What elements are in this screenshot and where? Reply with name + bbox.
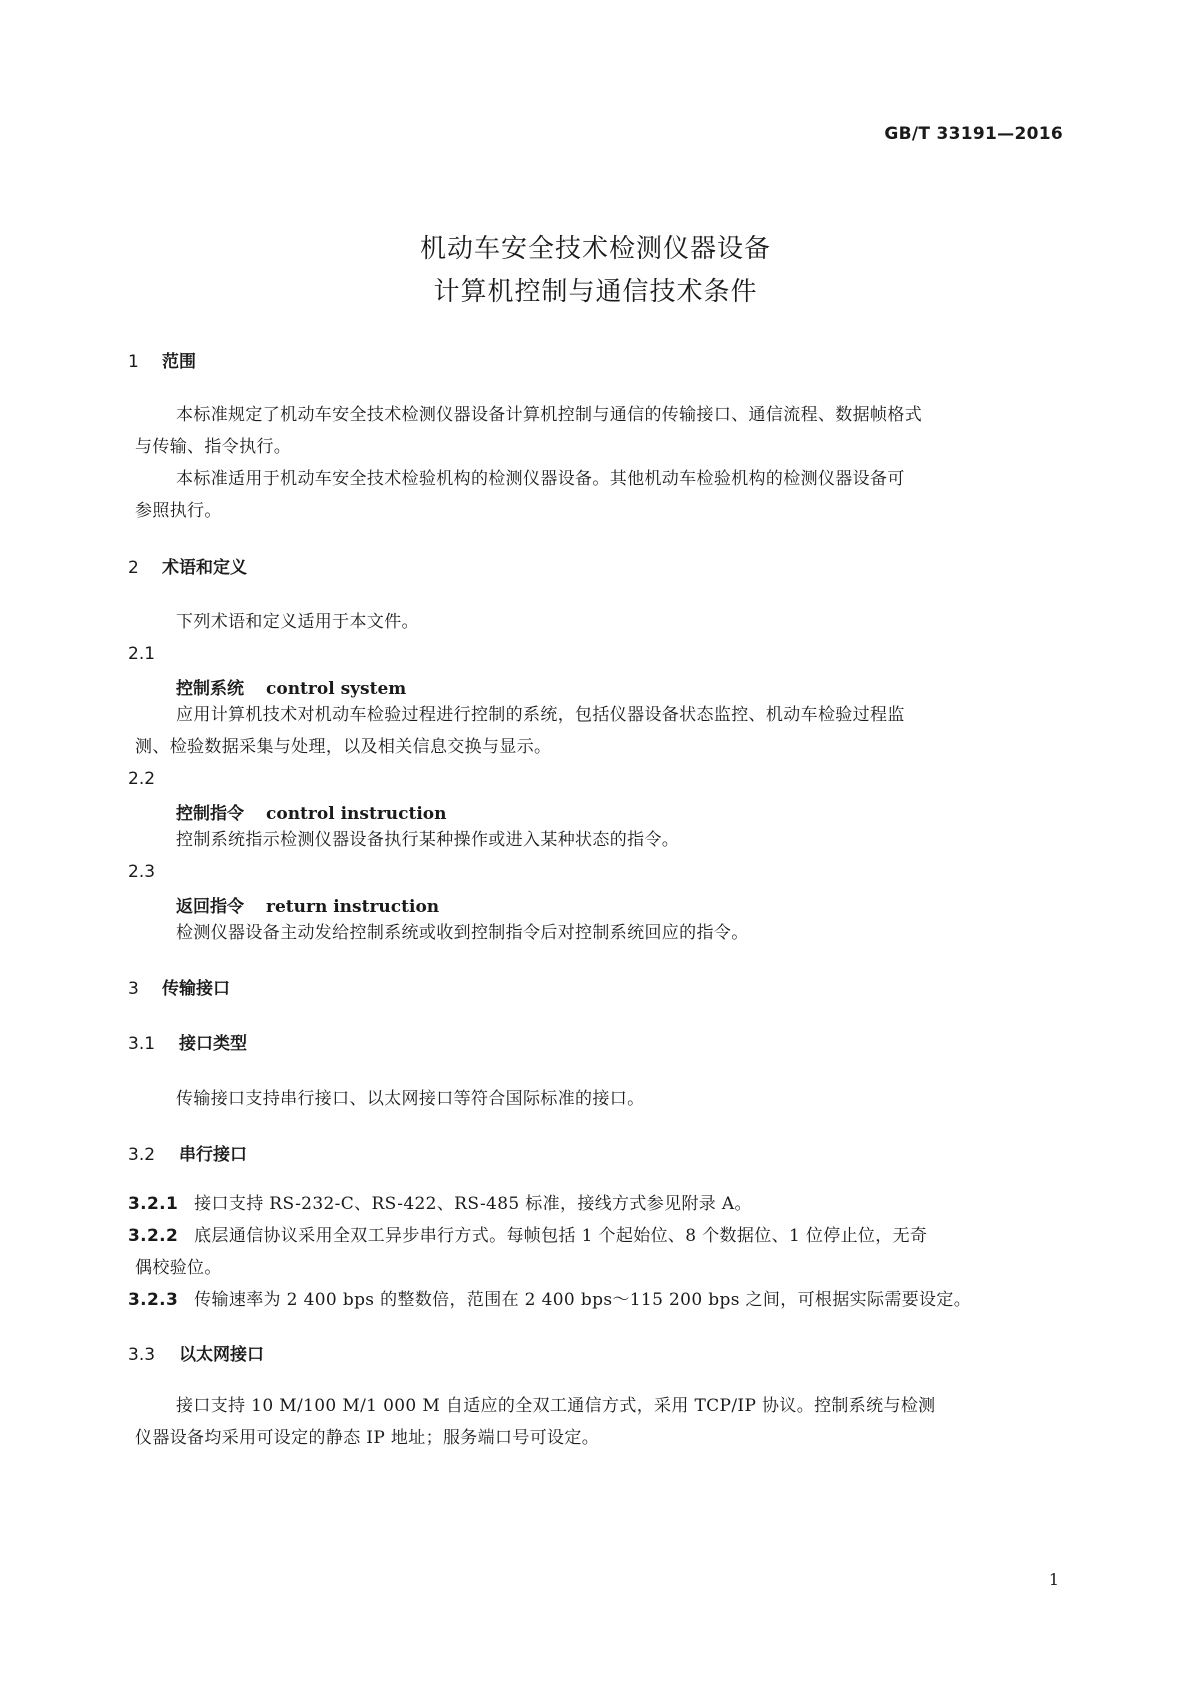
clause-text: 传输速率为 2 400 bps 的整数倍，范围在 2 400 bps～115 200 bps 之间，可根据实际需要设定。 — [194, 1290, 972, 1310]
section-1-paragraph-2-line-1: 本标准适用于机动车安全技术检验机构的检测仪器设备。其他机动车检验机构的检测仪器设备可 — [176, 469, 905, 489]
section-number: 2 — [128, 558, 139, 578]
section-1-paragraph-1-line-1: 本标准规定了机动车安全技术检测仪器设备计算机控制与通信的传输接口、通信流程、数据帧格式 — [176, 405, 923, 425]
clause-3-2-3 — [128, 1284, 971, 1316]
section-2-heading — [128, 553, 247, 578]
term-chinese: 控制指令 — [176, 804, 244, 824]
section-2-intro: 下列术语和定义适用于本文件。 — [176, 612, 419, 632]
subsection-3-3-line-1: 接口支持 10 M/100 M/1 000 M 自适应的全双工通信方式，采用 TCP/IP 协议。控制系统与检测 — [176, 1396, 936, 1416]
term-heading — [176, 892, 439, 917]
clause-3-2-2 — [128, 1220, 927, 1252]
subsection-title: 串行接口 — [179, 1145, 247, 1165]
term-chinese: 返回指令 — [176, 897, 244, 917]
standard-number: GB/T 33191—2016 — [884, 124, 1063, 144]
clause-number: 3.2.1 — [128, 1194, 179, 1214]
subsection-title: 以太网接口 — [179, 1345, 264, 1365]
term-number: 2.3 — [128, 862, 156, 882]
section-number: 1 — [128, 352, 139, 372]
section-3-heading — [128, 974, 230, 999]
document-title-line-2: 计算机控制与通信技术条件 — [433, 277, 758, 307]
subsection-number: 3.3 — [128, 1345, 156, 1365]
section-1-paragraph-2-line-2: 参照执行。 — [135, 501, 222, 521]
section-1-paragraph-1-line-2: 与传输、指令执行。 — [135, 437, 292, 457]
term-definition-line-1: 控制系统指示检测仪器设备执行某种操作或进入某种状态的指令。 — [176, 830, 680, 850]
page-number: 1 — [1048, 1570, 1059, 1589]
subsection-3-3-heading — [128, 1340, 264, 1365]
term-english: control instruction — [266, 804, 447, 824]
term-english: control system — [266, 679, 407, 699]
clause-text: 底层通信协议采用全双工异步串行方式。每帧包括 1 个起始位、8 个数据位、1 位停止位，无奇 — [194, 1226, 928, 1246]
term-heading — [176, 799, 447, 824]
subsection-3-2-heading — [128, 1140, 247, 1165]
clause-number: 3.2.3 — [128, 1290, 179, 1310]
term-english: return instruction — [266, 897, 440, 917]
subsection-number: 3.2 — [128, 1145, 156, 1165]
subsection-3-1-text: 传输接口支持串行接口、以太网接口等符合国际标准的接口。 — [176, 1089, 645, 1109]
term-number: 2.2 — [128, 769, 156, 789]
section-title: 术语和定义 — [162, 558, 247, 578]
section-title: 传输接口 — [162, 979, 230, 999]
term-definition-line-2: 测、检验数据采集与处理，以及相关信息交换与显示。 — [135, 737, 552, 757]
subsection-3-3-line-2: 仪器设备均采用可设定的静态 IP 地址；服务端口号可设定。 — [135, 1428, 600, 1448]
subsection-3-1-heading — [128, 1029, 247, 1054]
clause-number: 3.2.2 — [128, 1226, 179, 1246]
section-title: 范围 — [162, 352, 196, 372]
section-1-heading — [128, 347, 196, 372]
term-definition-line-1: 检测仪器设备主动发给控制系统或收到控制指令后对控制系统回应的指令。 — [176, 923, 749, 943]
section-number: 3 — [128, 979, 139, 999]
clause-3-2-1 — [128, 1188, 752, 1220]
clause-3-2-2-line-2: 偶校验位。 — [135, 1258, 222, 1278]
subsection-title: 接口类型 — [179, 1034, 247, 1054]
term-chinese: 控制系统 — [176, 679, 244, 699]
clause-text: 接口支持 RS-232-C、RS-422、RS-485 标准，接线方式参见附录 A。 — [194, 1194, 752, 1214]
document-title-line-1: 机动车安全技术检测仪器设备 — [419, 234, 771, 264]
term-heading — [176, 674, 406, 699]
subsection-number: 3.1 — [128, 1034, 156, 1054]
term-number: 2.1 — [128, 644, 156, 664]
term-definition-line-1: 应用计算机技术对机动车检验过程进行控制的系统，包括仪器设备状态监控、机动车检验过程监 — [176, 705, 905, 725]
